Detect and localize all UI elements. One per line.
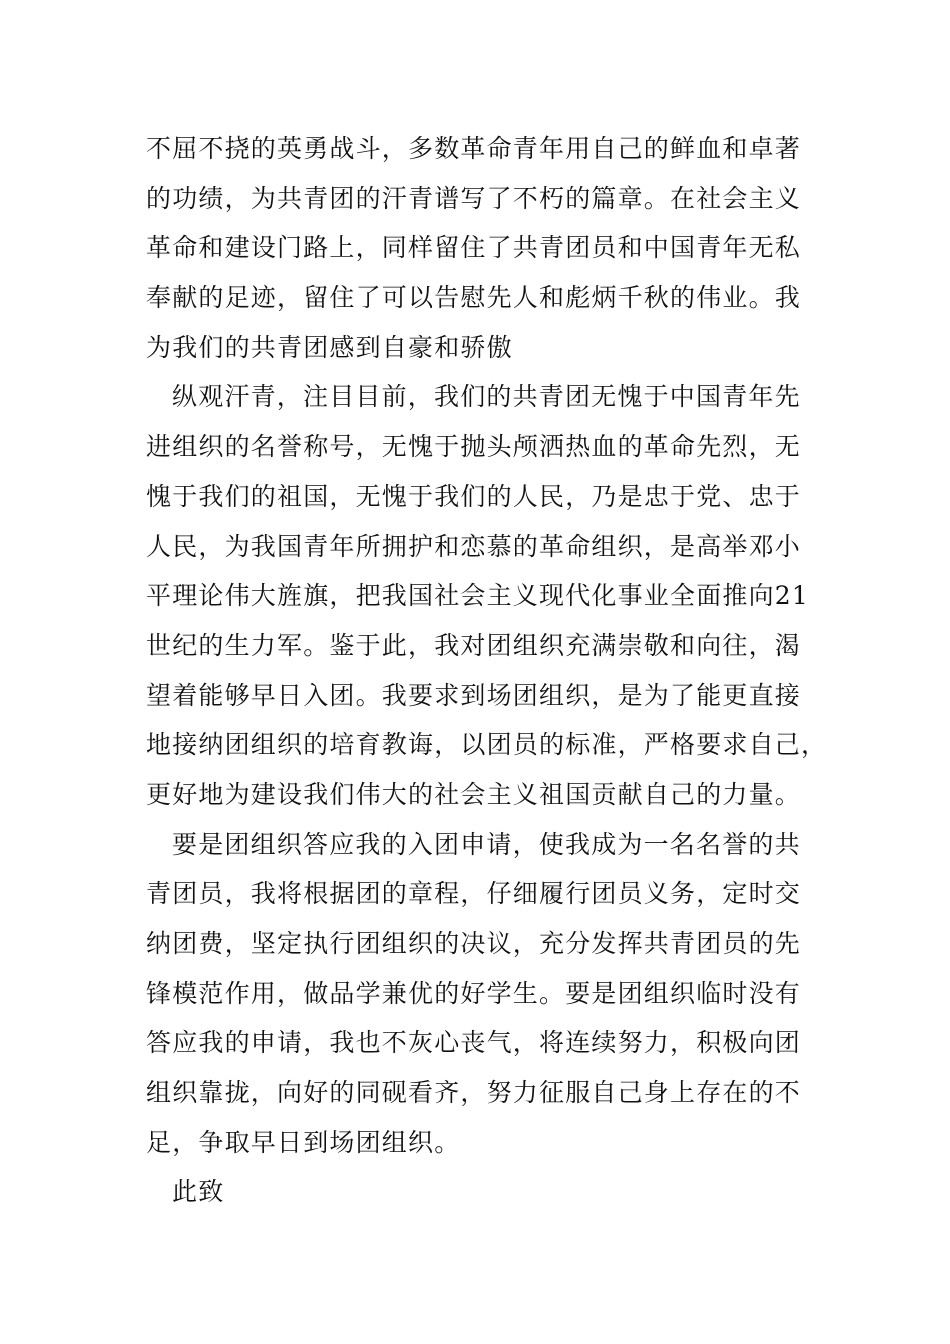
text-line: 进组织的名誉称号，无愧于抛头颅洒热血的革命先烈，无: [146, 432, 802, 462]
text-line: 为我们的共青团感到自豪和骄傲: [146, 332, 513, 362]
text-line: 奉献的足迹，留住了可以告慰先人和彪炳千秋的伟业。我: [146, 283, 802, 313]
text-line: 平理论伟大旌旗，把我国社会主义现代化事业全面推向21: [146, 581, 810, 611]
text-line: 地接纳团组织的培育教诲，以团员的标准，严格要求自己，: [146, 730, 828, 760]
text-line: 革命和建设门路上，同样留住了共青团员和中国青年无私: [146, 233, 802, 263]
text-line: 望着能够早日入团。我要求到场团组织，是为了能更直接: [146, 680, 802, 710]
text-line: 青团员，我将根据团的章程，仔细履行团员义务，定时交: [146, 879, 802, 909]
closing-salutation: 此致: [172, 1177, 225, 1207]
text-line: 人民，为我国青年所拥护和恋慕的革命组织，是高举邓小: [146, 531, 802, 561]
letter-body: [146, 124, 828, 1217]
text-line: 锋模范作用，做品学兼优的好学生。要是团组织临时没有: [146, 978, 802, 1008]
text-line: 愧于我们的祖国，无愧于我们的人民，乃是忠于党、忠于: [146, 481, 802, 511]
text-line: 答应我的申请，我也不灰心丧气，将连续努力，积极向团: [146, 1028, 802, 1058]
text-line: 世纪的生力军。鉴于此，我对团组织充满崇敬和向往，渴: [146, 630, 802, 660]
text-line: 更好地为建设我们伟大的社会主义祖国贡献自己的力量。: [146, 779, 802, 809]
text-line: 足，争取早日到场团组织。: [146, 1127, 461, 1157]
text-line: 的功绩，为共青团的汗青谱写了不朽的篇章。在社会主义: [146, 183, 802, 213]
text-line: 不屈不挠的英勇战斗，多数革命青年用自己的鲜血和卓著: [146, 134, 802, 163]
paragraph-1: [146, 124, 802, 372]
text-line: 组织靠拢，向好的同砚看齐，努力征服自己身上存在的不: [146, 1078, 802, 1108]
paragraph-2: [146, 372, 828, 819]
text-line: 纳团费，坚定执行团组织的决议，充分发挥共青团员的先: [146, 929, 802, 958]
text-line: 要是团组织答应我的入团申请，使我成为一名名誉的共: [172, 829, 801, 859]
text-line: 纵观汗青，注目目前，我们的共青团无愧于中国青年先: [172, 382, 801, 412]
closing-paragraph: [146, 1167, 796, 1217]
paragraph-3: [146, 820, 802, 1168]
